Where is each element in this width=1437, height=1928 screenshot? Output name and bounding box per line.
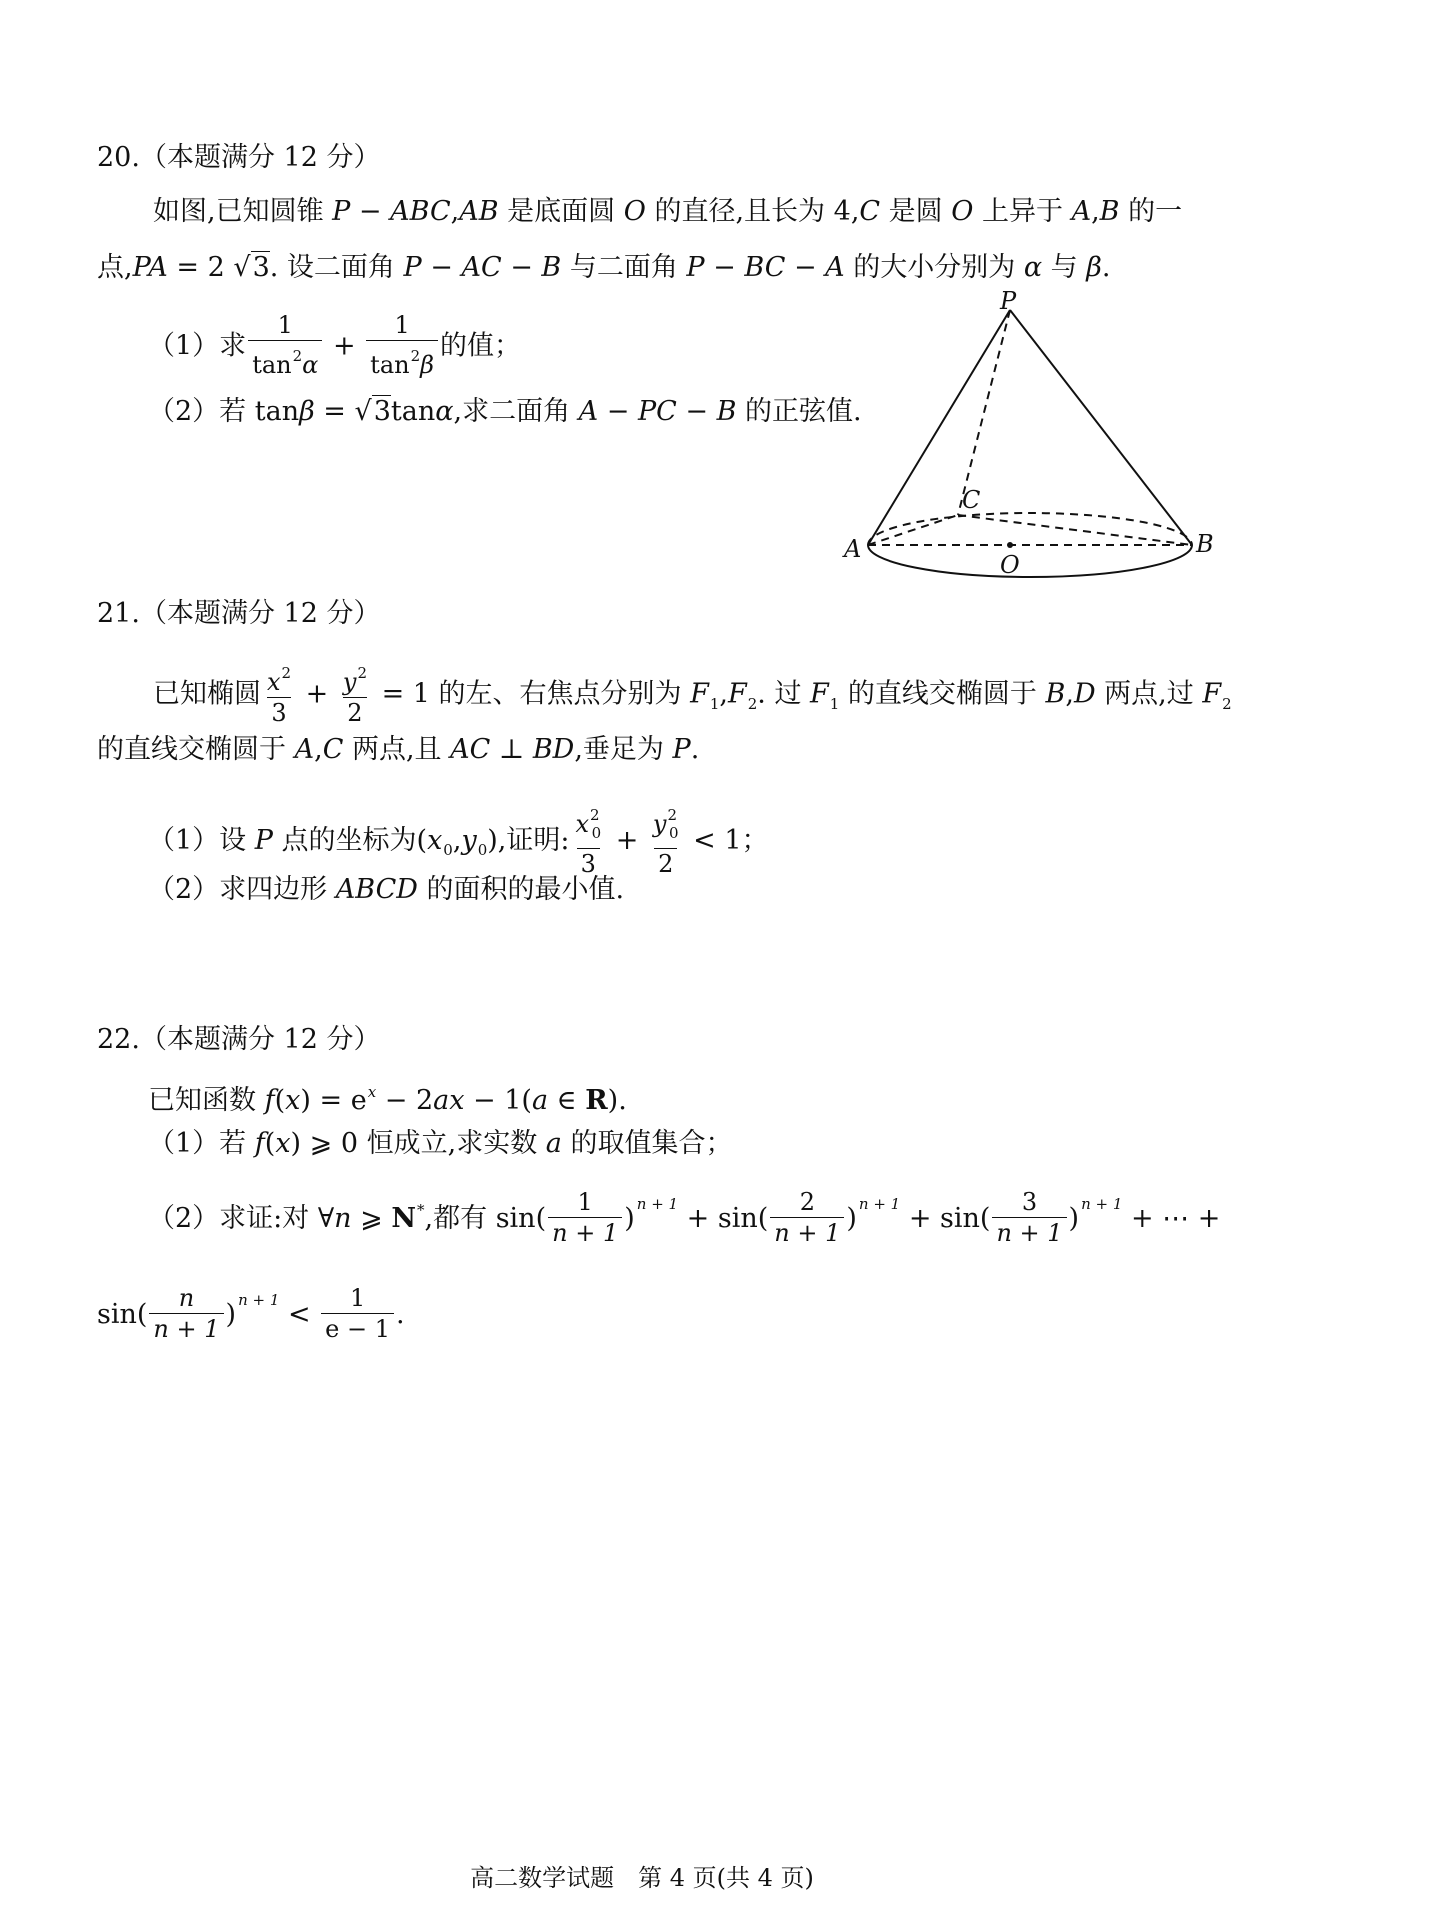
text: 点的坐标为(	[272, 825, 428, 856]
var: C	[859, 196, 881, 227]
var: β	[1086, 252, 1102, 283]
var: y	[652, 810, 667, 838]
text: ,	[314, 734, 323, 765]
var: A	[1071, 196, 1092, 227]
q20-part1	[0, 312, 1432, 382]
q22-part2-continued	[0, 1280, 1381, 1346]
var: A − PC − B	[578, 396, 737, 427]
var: β	[420, 351, 435, 379]
fraction	[149, 1283, 223, 1344]
text: .	[690, 734, 700, 765]
q22-stem	[0, 1072, 1432, 1121]
numerator: n	[178, 1284, 195, 1312]
text: ,都有 sin(	[424, 1203, 547, 1234]
var: PA	[132, 252, 168, 283]
subscript: 0	[669, 824, 679, 842]
text: 的面积的最小值.	[417, 874, 625, 905]
q21-stem-line1	[0, 660, 1437, 730]
text: （1）求	[148, 330, 247, 362]
denominator	[366, 340, 438, 380]
q22-part1	[0, 1124, 1432, 1164]
text: ,	[719, 678, 729, 710]
var: P − AC − B	[403, 252, 562, 283]
text: <	[279, 1299, 320, 1330]
var: P	[254, 825, 273, 856]
superscript: 2	[357, 664, 367, 682]
var: P	[332, 196, 351, 227]
set-R: R	[585, 1085, 608, 1116]
text: 如图,已知圆锥	[153, 196, 333, 227]
denominator: 3	[267, 697, 290, 728]
text: + sin(	[900, 1203, 991, 1234]
text: ).	[607, 1085, 627, 1116]
denominator: e − 1	[321, 1313, 394, 1344]
var: BD	[532, 734, 575, 765]
var: x	[427, 825, 443, 856]
var: n	[334, 1203, 352, 1234]
text: 的正弦值.	[736, 396, 862, 427]
sqrt-sign: √	[233, 252, 251, 283]
text: （1）若	[148, 1128, 255, 1159]
operator: +	[607, 825, 647, 856]
fraction	[248, 310, 322, 380]
numerator: 1	[277, 311, 293, 339]
label-C: C	[962, 486, 981, 514]
var: F	[690, 678, 709, 710]
text: ⊥	[490, 734, 533, 765]
numerator: 1	[394, 311, 410, 339]
var: C	[322, 734, 344, 765]
text: 与	[1042, 252, 1087, 283]
var: f	[264, 1085, 275, 1116]
sqrt-radicand: 3	[252, 252, 270, 283]
var: P	[672, 734, 691, 765]
var: P − BC − A	[686, 252, 845, 283]
q22-part2	[0, 1184, 1432, 1250]
text: 与二面角	[561, 252, 687, 283]
text: 的大小分别为	[844, 252, 1024, 283]
subscript: 1	[829, 694, 840, 713]
denominator: 2	[343, 697, 366, 728]
text: 是圆	[880, 196, 952, 227]
q22-header-text: 22.（本题满分 12 分）	[97, 1024, 381, 1055]
page-footer	[0, 1858, 1284, 1898]
fraction	[649, 800, 683, 879]
q20-stem-line1	[0, 192, 1437, 232]
text: ⩾	[351, 1203, 392, 1234]
text: tan	[370, 351, 410, 379]
fraction	[263, 658, 295, 728]
fraction	[571, 800, 605, 879]
text: 是底面圆	[498, 196, 624, 227]
denominator: n + 1	[770, 1217, 844, 1248]
var: A	[294, 734, 315, 765]
denominator: 2	[654, 848, 677, 879]
text: )	[1068, 1203, 1080, 1234]
subscript: 0	[443, 841, 453, 859]
var: ax	[433, 1085, 465, 1116]
set-N: N	[391, 1203, 417, 1234]
label-A: A	[844, 535, 862, 563]
fraction	[339, 658, 371, 728]
text: ,	[1065, 678, 1074, 710]
var: B	[1045, 678, 1066, 710]
numerator	[649, 800, 683, 848]
exponent: n + 1	[1081, 1195, 1123, 1213]
text: −	[350, 196, 391, 227]
numerator: 1	[349, 1284, 366, 1312]
var: a	[545, 1128, 562, 1159]
edge-PB	[1010, 310, 1192, 545]
text: ,求二面角	[453, 396, 579, 427]
superscript: 2	[281, 664, 292, 682]
numerator	[263, 658, 295, 697]
var: x	[275, 1128, 291, 1159]
var: F	[1202, 678, 1222, 710]
text: 的直径,且长为 4,	[645, 196, 860, 227]
text: ) = e	[300, 1085, 367, 1116]
exponent: n + 1	[238, 1291, 280, 1309]
q20-header	[0, 138, 1381, 178]
text: （2）若 tan	[148, 396, 300, 427]
q22-header	[0, 1020, 1381, 1060]
text: (	[264, 1128, 276, 1159]
text: )	[225, 1299, 237, 1330]
numerator: 2	[799, 1188, 815, 1216]
text: 上异于	[973, 196, 1072, 227]
superscript: x	[367, 1083, 377, 1101]
text: + ⋯ +	[1122, 1203, 1221, 1234]
text: （1）设	[148, 825, 255, 856]
text: = 1 的左、右焦点分别为	[373, 678, 691, 710]
text: ) ⩾ 0 恒成立,求实数	[290, 1128, 546, 1159]
edge-PC	[958, 310, 1010, 515]
text: sin(	[97, 1299, 148, 1330]
var: AC	[450, 734, 491, 765]
label-B: B	[1196, 530, 1214, 558]
operator: +	[297, 678, 337, 710]
var: F	[728, 678, 747, 710]
text: （2）求四边形	[148, 874, 336, 905]
fraction	[548, 1187, 622, 1248]
superscript: 2	[410, 347, 421, 365]
var: a	[531, 1085, 549, 1116]
q20-header-text: 20.（本题满分 12 分）	[97, 142, 381, 173]
var: y	[342, 668, 357, 696]
cone-figure	[844, 287, 1214, 585]
edge-PA	[868, 310, 1010, 545]
text: < 1；	[684, 825, 769, 856]
var: x	[575, 810, 590, 838]
superscript: 2	[590, 806, 600, 824]
denominator	[248, 340, 322, 380]
label-O: O	[1000, 551, 1020, 579]
text: ,	[1091, 196, 1100, 227]
text: . 过	[757, 678, 811, 710]
text: 两点,且	[343, 734, 451, 765]
var: F	[810, 678, 829, 710]
exponent: n + 1	[636, 1195, 679, 1213]
subscript: 2	[747, 694, 758, 713]
fraction	[321, 1283, 394, 1344]
text: .	[396, 1299, 405, 1330]
text: − 2	[376, 1085, 434, 1116]
fraction	[992, 1187, 1066, 1248]
text: ,	[450, 196, 460, 227]
var: x	[267, 668, 281, 696]
var: B	[1099, 196, 1120, 227]
var: AB	[459, 196, 499, 227]
text: )	[846, 1203, 857, 1234]
text: 已知函数	[148, 1085, 265, 1116]
text: 点,	[97, 252, 133, 283]
subscript: 0	[477, 841, 488, 859]
sqrt-radicand: 3	[373, 396, 391, 427]
var: x	[285, 1085, 301, 1116]
var: f	[254, 1128, 265, 1159]
q21-header	[0, 594, 1381, 634]
exponent: n + 1	[858, 1195, 901, 1213]
text: (	[274, 1085, 286, 1116]
text: 的取值集合；	[561, 1128, 733, 1159]
subscript: 1	[709, 694, 720, 713]
var: α	[302, 351, 319, 379]
text: ,垂足为	[574, 734, 673, 765]
var: β	[299, 396, 315, 427]
footer-text: 高二数学试题 第 4 页(共 4 页)	[470, 1864, 814, 1892]
text: 的值；	[440, 330, 522, 362]
edge-AC	[868, 515, 958, 545]
var: O	[951, 196, 974, 227]
text: tan	[390, 396, 436, 427]
denominator: n + 1	[548, 1217, 622, 1248]
text: . 设二面角	[269, 252, 404, 283]
var: α	[435, 396, 454, 427]
base-ellipse-front	[868, 545, 1192, 577]
var: D	[1073, 678, 1096, 710]
text: 已知椭圆	[153, 678, 261, 710]
text: ∈	[548, 1085, 586, 1116]
q21-part2	[0, 870, 1432, 910]
text: 两点,过	[1095, 678, 1203, 710]
label-P: P	[1000, 287, 1017, 315]
var: ABCD	[335, 874, 418, 905]
text: − 1(	[464, 1085, 532, 1116]
text: tan	[252, 351, 292, 379]
text: ,	[452, 825, 462, 856]
subscript: 2	[1222, 694, 1232, 713]
text: 的直线交椭圆于	[97, 734, 295, 765]
fraction	[366, 310, 438, 380]
text: 的一	[1119, 196, 1183, 227]
denominator: 3	[577, 848, 600, 879]
text: )	[624, 1203, 635, 1234]
numerator	[339, 658, 371, 697]
superscript: 2	[667, 806, 678, 824]
denominator: n + 1	[149, 1313, 223, 1344]
text: ),证明:	[487, 825, 570, 856]
var: ABC	[390, 196, 451, 227]
var: α	[1023, 252, 1043, 283]
base-ellipse-back	[868, 513, 1192, 545]
text: 的直线交椭圆于	[839, 678, 1046, 710]
subscript: 0	[591, 824, 602, 842]
text: .	[1101, 252, 1111, 283]
text: + sin(	[678, 1203, 769, 1234]
numerator	[571, 800, 605, 848]
superscript: 2	[292, 347, 303, 365]
q20-part2	[0, 392, 1432, 432]
var: O	[623, 196, 646, 227]
numerator: 1	[577, 1188, 593, 1216]
text: =	[314, 396, 355, 427]
edge-BC	[958, 515, 1192, 545]
operator: +	[324, 330, 365, 362]
text: = 2	[167, 252, 234, 283]
text: （2）求证:对 ∀	[148, 1203, 335, 1234]
numerator: 3	[1021, 1188, 1038, 1216]
q21-header-text: 21.（本题满分 12 分）	[97, 598, 381, 629]
q21-stem-line2	[0, 730, 1381, 770]
sqrt-sign: √	[354, 396, 372, 427]
superscript: *	[417, 1201, 425, 1219]
fraction	[770, 1187, 844, 1248]
denominator: n + 1	[992, 1217, 1066, 1248]
var: y	[461, 825, 477, 856]
q20-stem-line2	[0, 248, 1381, 288]
center-point-O	[1007, 542, 1013, 548]
